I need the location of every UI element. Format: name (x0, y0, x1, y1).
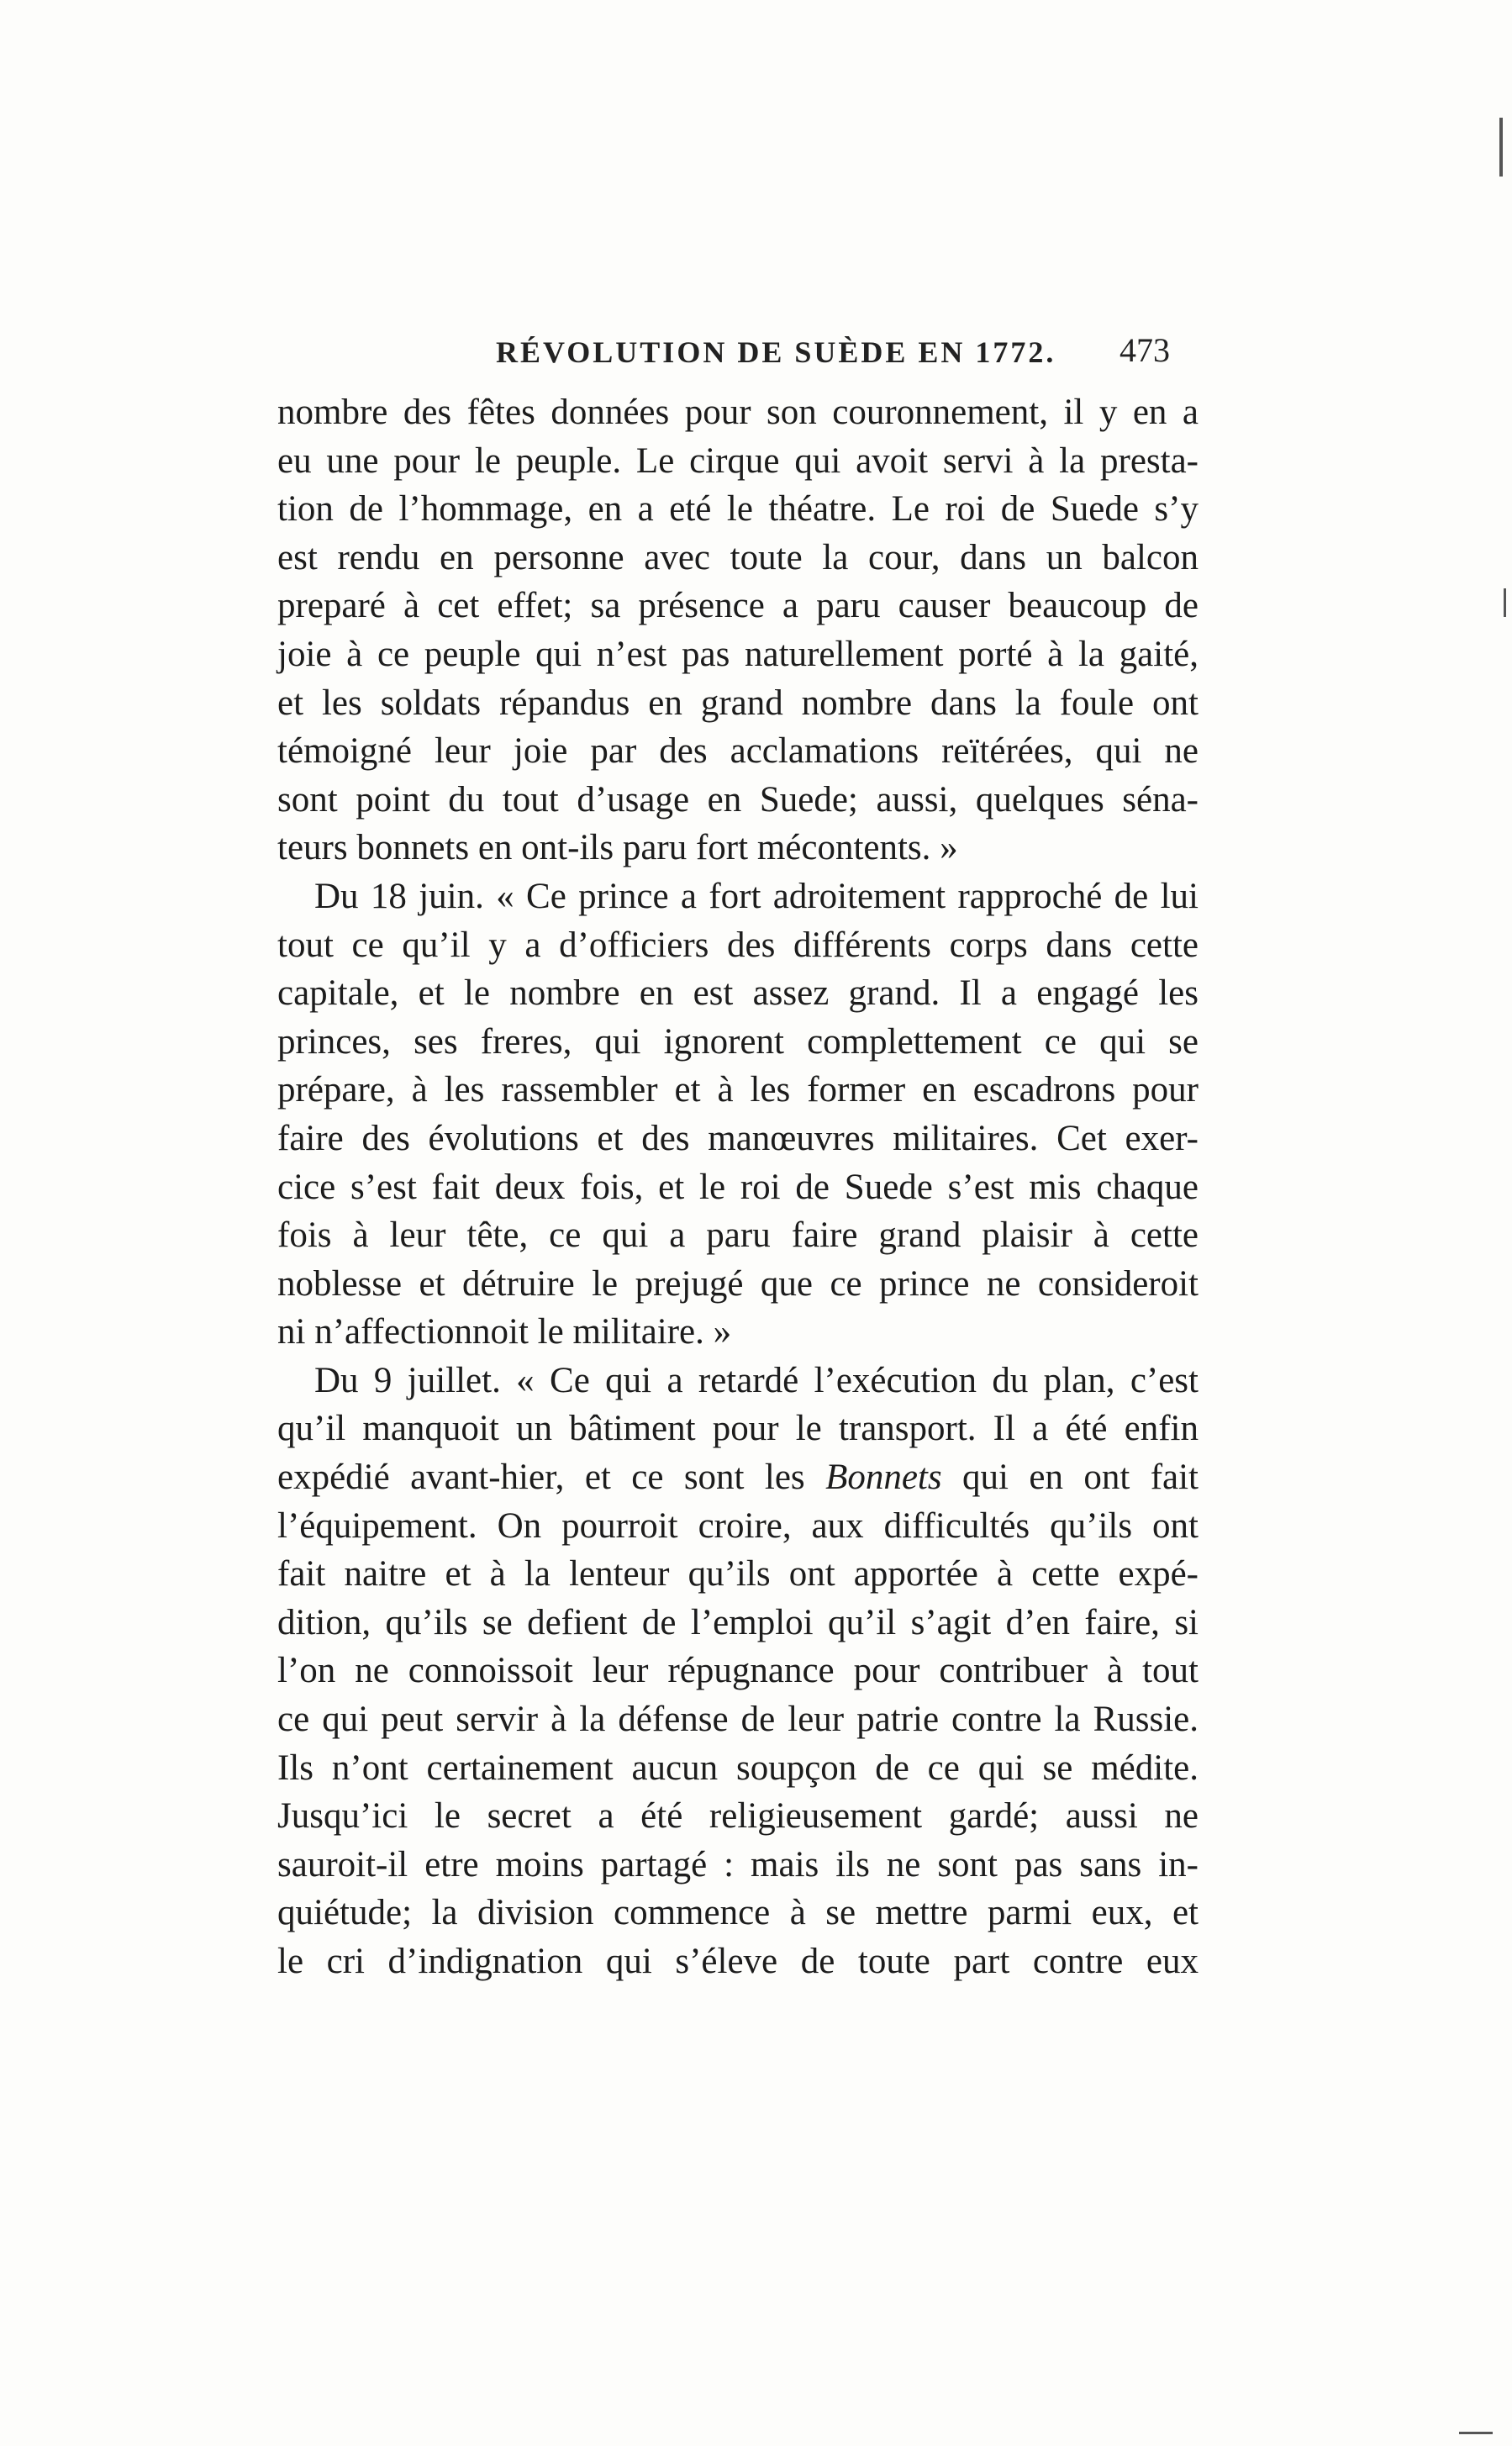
running-title: RÉVOLUTION DE SUÈDE EN 1772. (496, 335, 1056, 369)
text-line: capitale, et le nombre en est assez grand. Il a engagé les (277, 973, 1199, 1014)
scan-edge-mark (1499, 118, 1503, 177)
text-line: Du 18 juin. « Ce prince a fort adroitement rapproché de lui (314, 876, 1199, 916)
text-line: Jusqu’ici le secret a été religieusement gardé; aussi ne (277, 1796, 1199, 1837)
text-line: fois à leur tête, ce qui a paru faire grand plaisir à cette (277, 1215, 1199, 1256)
text-line: joie à ce peuple qui n’est pas naturellement porté à la gaité, (277, 634, 1199, 674)
text-line: tout ce qu’il y a d’officiers des différents corps dans cette (277, 925, 1199, 965)
text-line: est rendu en personne avec toute la cour, dans un balcon (277, 537, 1199, 577)
text-line: qu’il manquoit un bâtiment pour le transport. Il a été enfin (277, 1409, 1199, 1449)
text-line: princes, ses freres, qui ignorent complettement ce qui se (277, 1021, 1199, 1062)
text-line: prépare, à les rassembler et à les former en escadrons pour (277, 1070, 1199, 1110)
text-line: l’équipement. On pourroit croire, aux difficultés qu’ils ont (277, 1505, 1199, 1546)
text-line: noblesse et détruire le prejugé que ce prince ne consideroit (277, 1263, 1199, 1304)
text-line: sauroit-il etre moins partagé : mais ils ne sont pas sans in- (277, 1844, 1199, 1885)
text-line: et les soldats répandus en grand nombre dans la foule ont (277, 683, 1199, 723)
text-line: Du 9 juillet. « Ce qui a retardé l’exécution du plan, c’est (314, 1360, 1199, 1400)
body-text (277, 388, 1199, 1986)
text-line: preparé à cet effet; sa présence a paru causer beaucoup de (277, 586, 1199, 626)
text-line: tion de l’hommage, en a eté le théatre. Le roi de Suede s’y (277, 489, 1199, 530)
text-line: témoigné leur joie par des acclamations reïtérées, qui ne (277, 731, 1199, 772)
page-number: 473 (1120, 331, 1170, 369)
text-line: le cri d’indignation qui s’éleve de toute part contre eux (277, 1942, 1199, 1981)
text-line: quiétude; la division commence à se mettre parmi eux, et (277, 1893, 1199, 1933)
text-line: eu une pour le peuple. Le cirque qui avoit servi à la presta- (277, 440, 1199, 481)
scan-edge-mark (1504, 588, 1506, 617)
text-line: l’on ne connoissoit leur répugnance pour contribuer à tout (277, 1651, 1199, 1691)
text-line: cice s’est fait deux fois, et le roi de Suede s’est mis chaque (277, 1167, 1199, 1207)
text-line: fait naitre et à la lenteur qu’ils ont apportée à cette expé- (277, 1554, 1199, 1595)
text-line: faire des évolutions et des manœuvres militaires. Cet exer- (277, 1118, 1199, 1158)
text-line: nombre des fêtes données pour son couronnement, il y en a (277, 393, 1199, 432)
text-line: ce qui peut servir à la défense de leur patrie contre la Russie. (277, 1700, 1199, 1740)
text-line: dition, qu’ils se defient de l’emploi qu’il s’agit d’en faire, si (277, 1602, 1199, 1642)
text-line: expédié avant-hier, et ce sont les Bonnets qui en ont fait (277, 1458, 1199, 1498)
text-line: sont point du tout d’usage en Suede; aussi, quelques séna- (277, 779, 1199, 820)
italic-word: Bonnets (825, 1458, 942, 1498)
text-line: Ils n’ont certainement aucun soupçon de ce qui se médite. (277, 1748, 1199, 1788)
text-line: ni n’affectionnoit le militaire. » (277, 1312, 732, 1352)
text-line: teurs bonnets en ont-ils paru fort mécontents. » (277, 828, 958, 868)
scan-edge-mark (1459, 2432, 1493, 2434)
